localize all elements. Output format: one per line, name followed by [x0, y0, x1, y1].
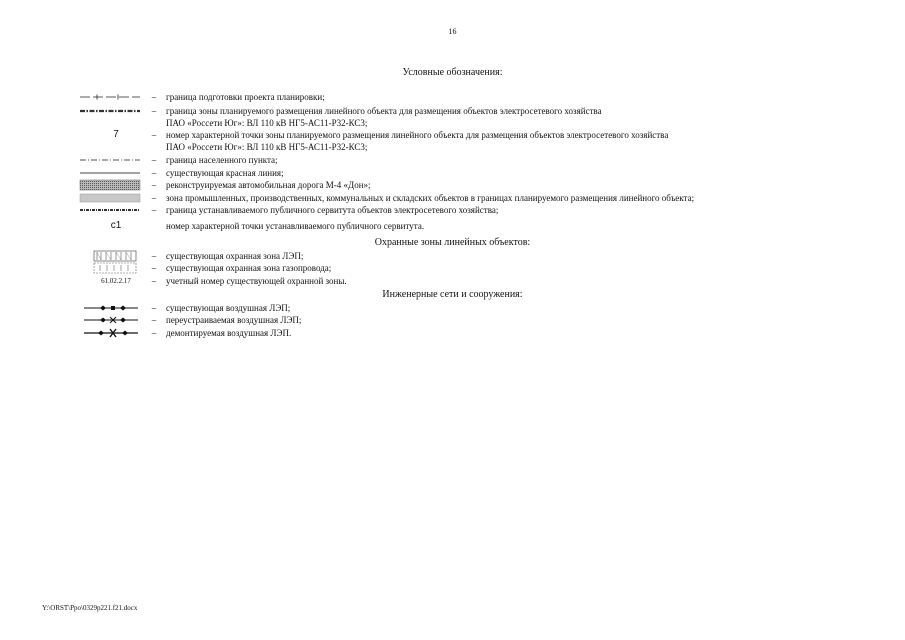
- legend-row-road: [0, 179, 905, 191]
- legend-dash: –: [151, 180, 157, 190]
- footer-file-path: Y:\ORST\Ppo\0329p221.f21.docx: [42, 604, 138, 612]
- legend-row-servitude-boundary: [0, 204, 905, 216]
- legend-text: граница устанавливаемого публичного сервитута объектов электросетевого хозяйства;: [166, 205, 499, 215]
- legend-text: демонтируемая воздушная ЛЭП.: [166, 328, 292, 338]
- page-number: 16: [448, 27, 457, 36]
- legend-row-dismantled-overhead-line: [0, 327, 905, 339]
- legend-text: номер характерной точки зоны планируемого размещения линейного объекта для размещения объектов электросетевого хозяйства: [166, 130, 669, 140]
- legend-dash: –: [151, 251, 157, 261]
- zone-number-symbol: 61.02.2.17: [101, 277, 131, 285]
- legend-text: реконструируемая автомобильная дорога М-4 «Дон»;: [166, 180, 371, 190]
- legend-row-rebuilt-overhead-line: [0, 314, 905, 326]
- legend-dash: –: [151, 92, 157, 102]
- power-line-zone-symbol: [93, 250, 137, 262]
- legend-text: учетный номер существующей охранной зоны.: [166, 276, 347, 286]
- legend-dash: –: [151, 168, 157, 178]
- section-protection-title: Охранные зоны линейных объектов:: [374, 237, 531, 248]
- legend-dash: –: [151, 130, 157, 140]
- gas-pipe-zone-symbol: [93, 262, 137, 274]
- legend-row-continuation: [0, 141, 905, 153]
- red-line-symbol: [78, 167, 142, 179]
- legend-dash: –: [151, 328, 157, 338]
- legend-text: существующая воздушная ЛЭП;: [166, 303, 291, 313]
- point-number-symbol: 7: [113, 129, 119, 140]
- existing-overhead-line-symbol: [78, 302, 142, 314]
- legend-text: граница подготовки проекта планировки;: [166, 92, 325, 102]
- servitude-boundary-symbol: [78, 204, 142, 216]
- road-symbol: [78, 179, 142, 191]
- legend-title: Условные обозначения:: [402, 67, 503, 78]
- servitude-point-symbol: с1: [110, 220, 122, 231]
- legend-dash: –: [151, 263, 157, 273]
- legend-dash: –: [151, 276, 157, 286]
- legend-dash: –: [151, 303, 157, 313]
- legend-text-continuation: ПАО «Россети Юг»: ВЛ 110 кВ НГ5-АС11-Р32-КС3;: [166, 118, 368, 128]
- legend-row-red-line: [0, 167, 905, 179]
- legend-row-servitude-point: [0, 220, 905, 232]
- legend-row-point-number: [0, 129, 905, 141]
- legend-text: зона промышленных, производственных, коммунальных и складских объектов в границах планируемого размещения линейного объекта;: [166, 193, 695, 203]
- legend-row-zone-number: [0, 275, 905, 287]
- legend-row-placement-zone: [0, 105, 905, 117]
- legend-text: существующая охранная зона газопровода;: [166, 263, 332, 273]
- legend-row-industrial-zone: [0, 192, 905, 204]
- section-engineering-title: Инженерные сети и сооружения:: [382, 289, 523, 300]
- legend-dash: –: [151, 193, 157, 203]
- legend-row-power-line-zone: [0, 250, 905, 262]
- legend-row-gas-pipe-zone: [0, 262, 905, 274]
- placement-zone-symbol: [78, 105, 142, 117]
- dismantled-overhead-line-symbol: [78, 327, 142, 339]
- legend-dash: –: [151, 155, 157, 165]
- legend-dash: –: [151, 106, 157, 116]
- rebuilt-overhead-line-symbol: [78, 314, 142, 326]
- legend-row-existing-overhead-line: [0, 302, 905, 314]
- legend-text: граница зоны планируемого размещения линейного объекта для размещения объектов электросетевого хозяйства: [166, 106, 602, 116]
- legend-text: номер характерной точки устанавливаемого публичного сервитута.: [166, 221, 425, 231]
- settlement-boundary-symbol: [78, 154, 142, 166]
- legend-dash: –: [151, 315, 157, 325]
- legend-text: существующая охранная зона ЛЭП;: [166, 251, 304, 261]
- legend-dash: –: [151, 205, 157, 215]
- legend-text-continuation: ПАО «Россети Юг»: ВЛ 110 кВ НГ5-АС11-Р32-КС3;: [166, 142, 368, 152]
- legend-row-planning-boundary: [0, 91, 905, 103]
- legend-text: переустраиваемая воздушная ЛЭП;: [166, 315, 302, 325]
- legend-text: граница населенного пункта;: [166, 155, 278, 165]
- legend-text: существующая красная линия;: [166, 168, 284, 178]
- planning-boundary-symbol: [78, 91, 142, 103]
- legend-row-continuation: [0, 117, 905, 129]
- legend-row-settlement-boundary: [0, 154, 905, 166]
- industrial-zone-symbol: [78, 192, 142, 204]
